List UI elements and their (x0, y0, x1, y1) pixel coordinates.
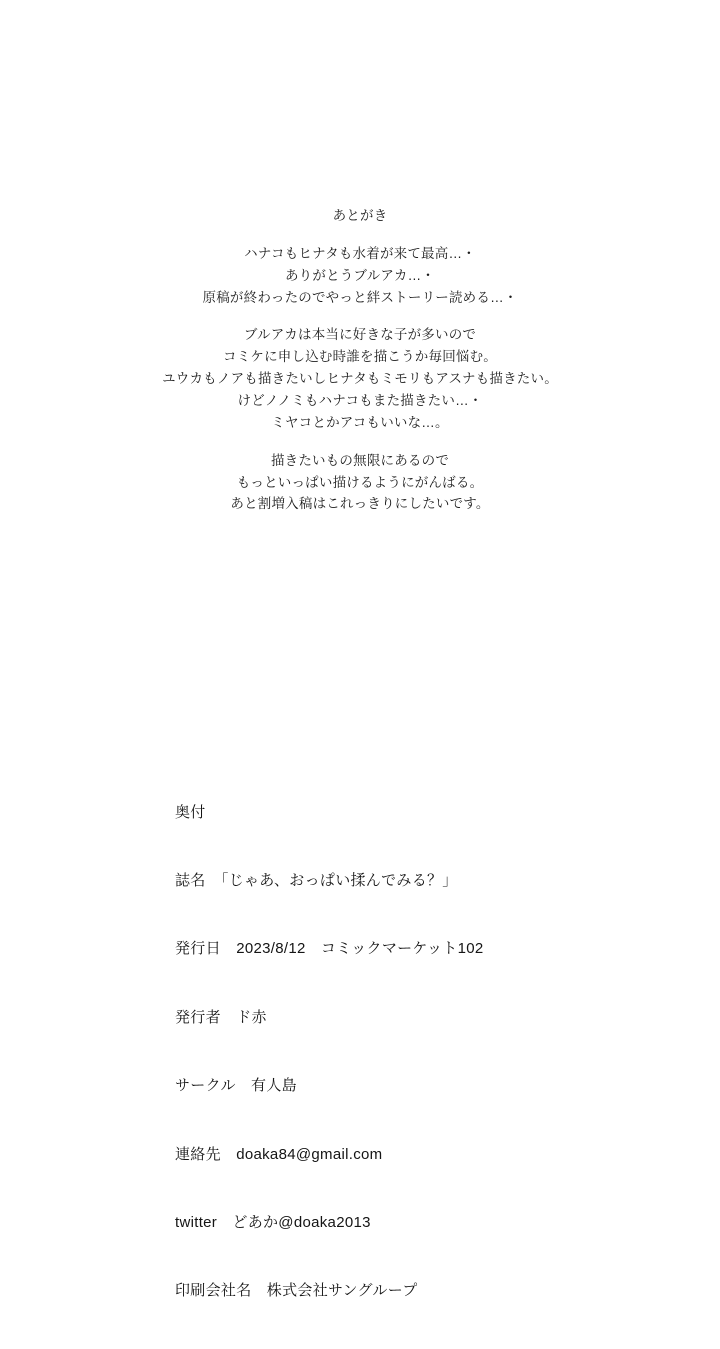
colophon-printer-line: 印刷会社名 株式会社サングループ (175, 1282, 418, 1300)
afterword-line: もっといっぱい描けるようにがんばる。 (236, 474, 484, 490)
afterword-line: ユウカもノアも描きたいしヒナタもミモリもアスナも描きたい。 (162, 371, 558, 387)
afterword-line: ありがとうブルアカ…・ (284, 267, 436, 283)
colophon-heading: 奥付 (175, 803, 206, 821)
afterword-line: ミヤコとかアコもいいな…。 (271, 414, 449, 430)
colophon-section (175, 756, 484, 1349)
colophon-twitter-line: twitter どあか@doaka2013 (175, 1213, 371, 1231)
colophon-contact-line: 連絡先 doaka84@gmail.com (175, 1145, 383, 1163)
colophon-title-line: 誌名 「じゃあ、おっぱい揉んでみる？」 (175, 871, 458, 889)
afterword-line: コミケに申し込む時誰を描こうか毎回悩む。 (223, 349, 497, 365)
afterword-line: ブルアカは本当に好きな子が多いので (243, 327, 477, 343)
afterword-line: けどノノミもハナコもまた描きたい…・ (237, 393, 483, 409)
afterword-section (0, 205, 720, 515)
afterword-stanza-2 (0, 324, 720, 433)
colophon-author-line: 発行者 ド赤 (175, 1008, 267, 1026)
afterword-stanza-3 (0, 450, 720, 516)
afterword-line: あと割増入稿はこれっきりにしたいです。 (230, 496, 490, 512)
afterword-stanza-1 (0, 243, 720, 309)
afterword-line: 描きたいもの無限にあるので (270, 452, 450, 468)
colophon-circle-line: サークル 有人島 (175, 1077, 297, 1095)
afterword-title: あとがき (332, 208, 388, 223)
afterword-line: 原稿が終わったのでやっと絆ストーリー読める…・ (202, 289, 518, 305)
colophon-date-line: 発行日 2023/8/12 コミックマーケット102 (175, 940, 484, 958)
afterword-line: ハナコもヒナタも水着が来て最高…・ (244, 245, 476, 261)
